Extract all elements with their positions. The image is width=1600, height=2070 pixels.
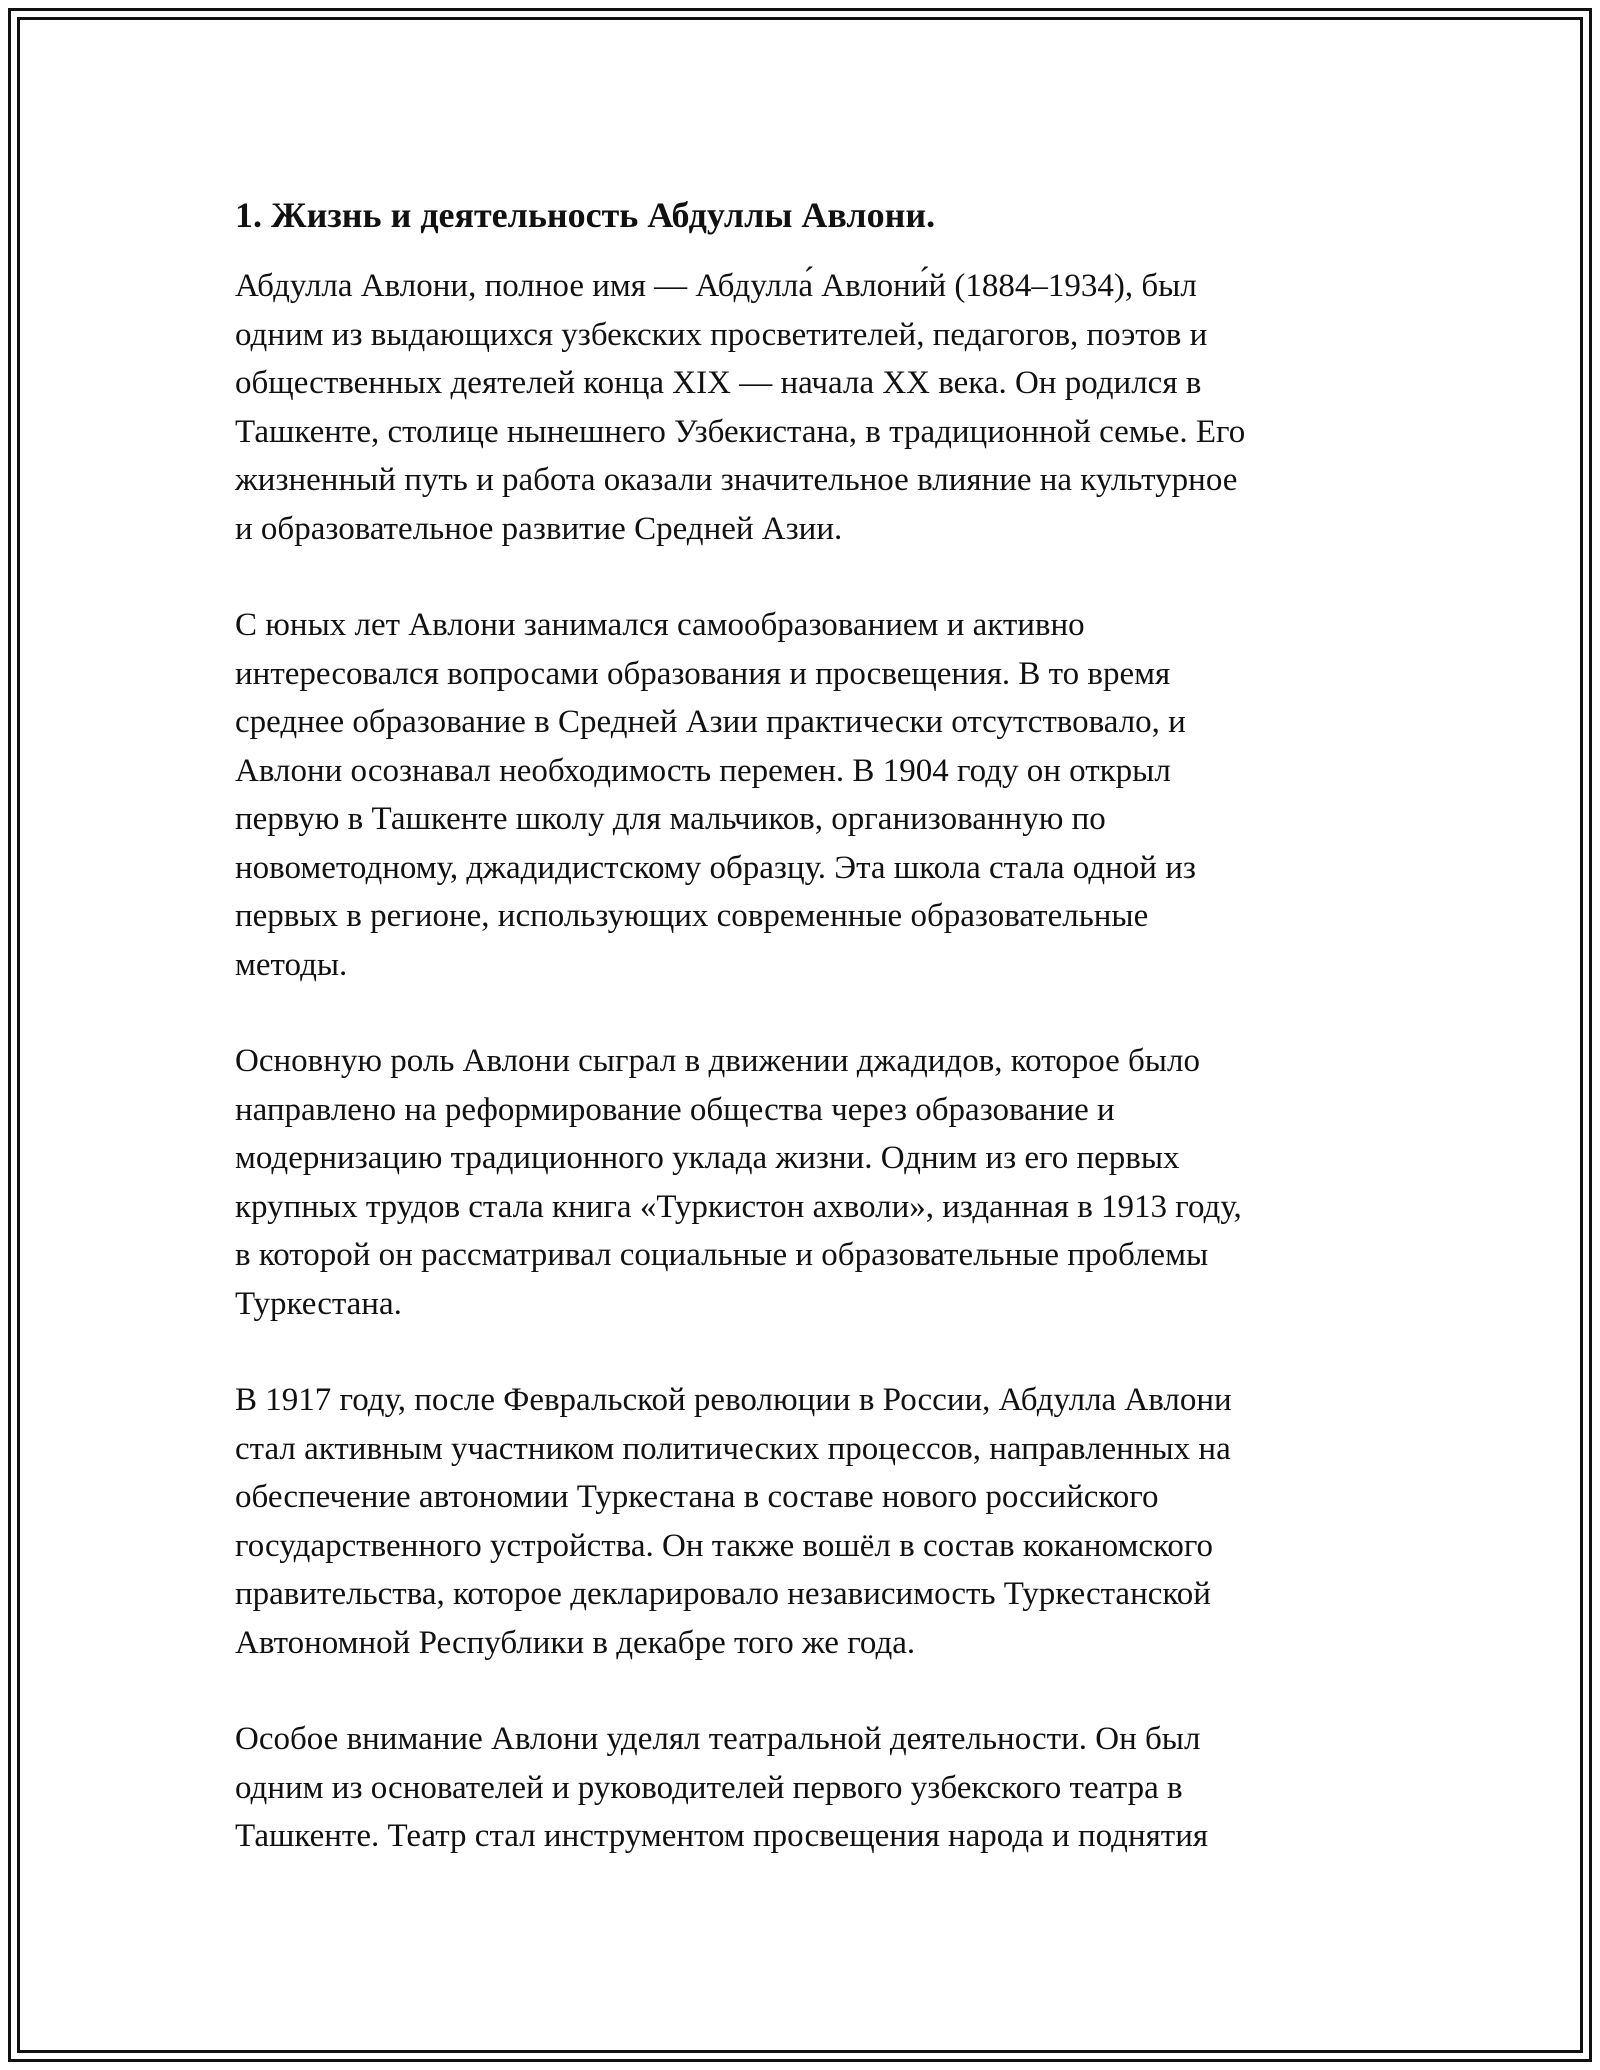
paragraph-5: Особое внимание Авлони уделял театральной деятельности. Он был одним из основателей и руководителей первого узбекского театра в Ташкенте. Театр стал инструментом просвещения народа и поднятия	[235, 1721, 1209, 1854]
paragraph-2: С юных лет Авлони занимался самообразованием и активно интересовался вопросами образования и просвещения. В то время среднее образование в Средней Азии практически отсутствовало, и Авлони осознавал необходимость перемен. В 1904 году он открыл первую в Ташкенте школу для мальчиков, организованную по новометодному, джадидистскому образцу. Эта школа стала одной из первых в регионе, использующих современные образовательные методы.	[235, 607, 1196, 983]
paragraph-3: Основную роль Авлони сыграл в движении джадидов, которое было направлено на реформирование общества через образование и модернизацию традиционного уклада жизни. Одним из его первых крупных трудов стала книга «Туркистон ахволи», изданная в 1913 году, в которой он рассматривал социальные и образовательные проблемы Туркестана.	[235, 1043, 1242, 1322]
section-heading: 1. Жизнь и деятельность Абдуллы Авлони.	[235, 195, 936, 235]
paragraph-1: Абдулла Авлони, полное имя — Абдулла́ Авлони́й (1884–1934), был одним из выдающихся узбекских просветителей, педагогов, поэтов и общественных деятелей конца XIX — начала XX века. Он родился в Ташкенте, столице нынешнего Узбекистана, в традиционной семье. Его жизненный путь и работа оказали значительное влияние на культурное и образовательное развитие Средней Азии.	[235, 268, 1246, 547]
paragraph-4: В 1917 году, после Февральской революции в России, Абдулла Авлони стал активным участником политических процессов, направленных на обеспечение автономии Туркестана в составе нового российского государственного устройства. Он также вошёл в состав коканомского правительства, которое декларировало независимость Туркестанской Автономной Республики в декабре того же года.	[235, 1382, 1232, 1661]
document-body	[235, 186, 1375, 1909]
